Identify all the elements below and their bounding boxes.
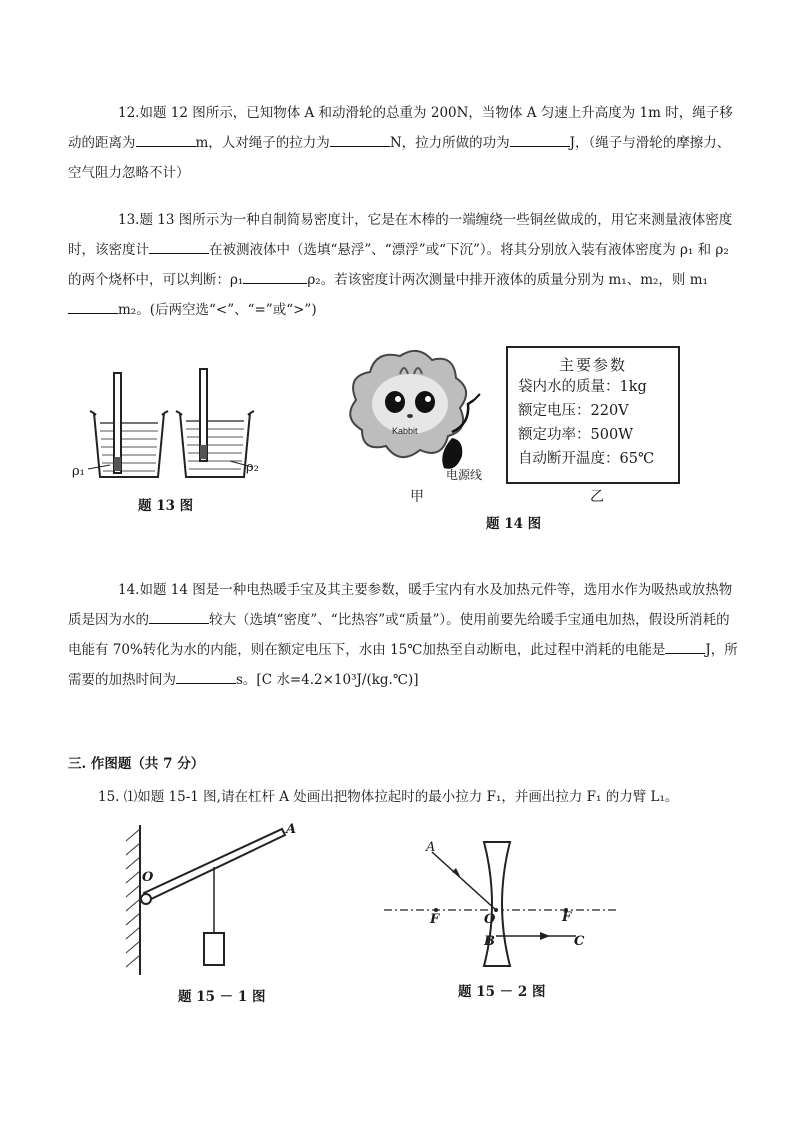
beaker-right [176,411,254,477]
question-14: 14.如题 14 图是一种电热暖手宝及其主要参数，暖手宝内有水及加热元件等，选用水作为吸热或放热物质是因为水的 较大（选填“密度”、“比热容”或“质量”）。使用前要先给暖手宝通电加热，假设所消耗的电能有 70%转化为水的内能，则在额定电压下，水由 15℃加热至自动断电，此过程中消耗的电能是 J，所需要的加热时间为 s。[C 水=4.2×10³J/(kg.℃)] [68,582,738,688]
parameter-row: 额定电压：220V [518,403,629,419]
label-O: O [142,870,154,885]
parameters-title: 主要参数 [558,356,627,374]
section-heading: 三. 作图题（共 7 分） [68,756,205,772]
answer-blank[interactable] [68,300,118,315]
answer-blank[interactable] [330,133,390,148]
figure-15-2-caption: 题 15 － 2 图 [458,984,546,1000]
label-rho1: ρ₁ [72,464,85,479]
label-jia: 甲 [410,489,424,505]
parameter-row: 袋内水的质量：1kg [518,379,647,395]
figure-15-2-lens [380,838,620,973]
answer-blank[interactable] [665,640,705,655]
figure-14-caption: 题 14 图 [486,516,542,532]
answer-blank[interactable] [176,670,236,685]
parameter-row: 额定功率：500W [518,427,634,443]
label-O: O [484,912,496,927]
answer-blank[interactable] [149,240,209,255]
pivot-O [141,894,151,904]
label-rho2: ρ₂ [246,460,259,475]
label-F-left: F [430,912,440,927]
hanging-weight [204,933,224,965]
figure-15-1-caption: 题 15 － 1 图 [178,989,266,1005]
beaker-left [90,411,168,477]
figure-15-1-lever [110,825,310,975]
cord-label: 电源线 [446,468,483,482]
answer-blank[interactable] [149,610,209,625]
figure-13-caption: 题 13 图 [138,498,194,514]
label-C: C [574,934,585,949]
parameter-row: 自动断开温度：65℃ [518,451,655,467]
answer-blank[interactable] [243,270,307,285]
label-B: B [484,934,495,949]
parameters-box [506,346,680,484]
label-A: A [286,822,297,837]
question-13: 13.题 13 图所示为一种自制简易密度计，它是在木棒的一端缠绕一些铜丝做成的，用它来测量液体密度时，该密度计 在被测液体中（选填“悬浮”、“漂浮”或“下沉”）。将其分别放入装有液体密度为 ρ₁ 和 ρ₂ 的两个烧杯中，可以判断：ρ₁ ρ₂。若该密度计两次测量中排开液体的质量分别为 m₁、m₂，则 m₁m₂。(后两空选“<”、“=”或“>”) [68,212,733,318]
label-F-right: F [562,910,572,925]
figure-14-hand-warmer [340,344,490,474]
toy-brand-text: Kabbit [392,426,418,436]
label-yi: 乙 [590,489,604,505]
label-A: A [426,840,436,855]
answer-blank[interactable] [136,133,196,148]
question-15: 15. ⑴如题 15-1 图,请在杠杆 A 处画出把物体拉起时的最小拉力 F₁，并画出拉力 F₁ 的力臂 L₁。 [98,789,679,805]
answer-blank[interactable] [510,133,570,148]
question-12: 12.如题 12 图所示，已知物体 A 和动滑轮的总重为 200N，当物体 A 匀速上升高度为 1m 时，绳子移动的距离为 m，人对绳子的拉力为 N，拉力所做的功为 J，（绳子与滑轮的摩擦力、空气阻力忽略不计） [68,105,733,181]
incident-ray [432,852,496,910]
